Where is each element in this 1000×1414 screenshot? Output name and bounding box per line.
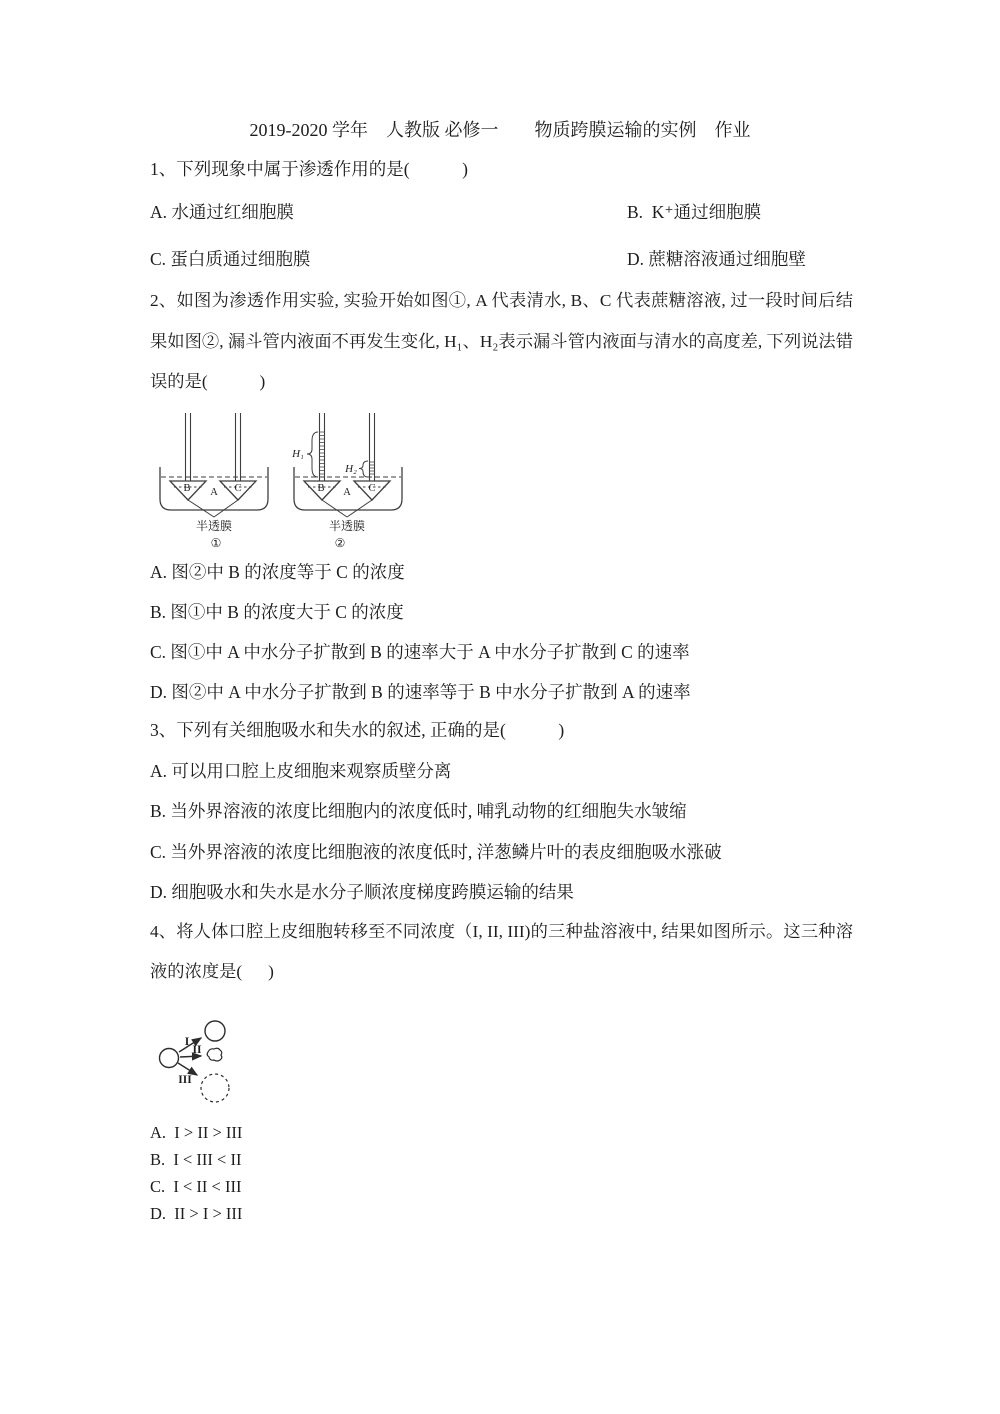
h1-label: H₁	[292, 448, 304, 460]
figure-q2-osmosis-diagram	[150, 410, 412, 552]
solution-a2-label: A	[343, 487, 351, 498]
q3-option-a: A. 可以用口腔上皮细胞来观察质壁分离	[150, 761, 452, 781]
q1-option-a: A. 水通过红细胞膜	[150, 202, 294, 222]
funnel-b1-label: B	[183, 483, 191, 494]
q1-stem: 1、下列现象中属于渗透作用的是( )	[150, 159, 468, 179]
q2-option-a: A. 图②中 B 的浓度等于 C 的浓度	[150, 562, 405, 582]
beaker-2-membrane-callout	[322, 500, 372, 517]
beaker-1-membrane-callout	[188, 500, 238, 517]
arrow-ii-label: II	[192, 1044, 202, 1056]
q4-option-c: C. I < II < III	[150, 1177, 242, 1196]
swollen-cell-iii	[201, 1074, 229, 1102]
q4-option-b: B. I < III < II	[150, 1150, 242, 1169]
funnel-b2-label: B	[317, 483, 325, 494]
figure-q4-cell-diagram	[145, 1007, 297, 1113]
q3-stem: 3、下列有关细胞吸水和失水的叙述, 正确的是( )	[150, 720, 565, 740]
beaker-1-caption: ①	[210, 536, 222, 550]
q4-option-a: A. I > II > III	[150, 1123, 243, 1142]
tube-c-liquid-hatching	[370, 462, 375, 474]
h2-label: H₂	[345, 463, 357, 475]
solution-a1-label: A	[210, 487, 218, 498]
q2-stem: 2、如图为渗透作用实验, 实验开始如图①, A 代表清水, B、C 代表蔗糖溶液, 过一段时间后结果如图②, 漏斗管内液面不再发生变化, H₁、H₂表示漏斗管内液面与清水的高度差, 下列说法错误的是( )	[150, 291, 853, 392]
q3-option-d: D. 细胞吸水和失水是水分子顺浓度梯度跨膜运输的结果	[150, 882, 574, 902]
membrane-label-2: 半透膜	[328, 519, 366, 533]
figure-2-shapes	[160, 1021, 230, 1102]
membrane-label-1: 半透膜	[195, 519, 233, 533]
arrow-iii-label: III	[178, 1074, 192, 1086]
page-title: 2019-2020 学年 人教版 必修一 物质跨膜运输的实例 作业	[249, 120, 751, 140]
q3-option-c: C. 当外界溶液的浓度比细胞液的浓度低时, 洋葱鳞片叶的表皮细胞吸水涨破	[150, 842, 722, 862]
q3-option-b: B. 当外界溶液的浓度比细胞内的浓度低时, 哺乳动物的红细胞失水皱缩	[150, 801, 687, 821]
beaker-2-caption: ②	[334, 536, 346, 550]
h1-brace	[307, 432, 318, 477]
beaker-1-group	[160, 413, 268, 517]
q2-option-d: D. 图②中 A 中水分子扩散到 B 的速率等于 B 中水分子扩散到 A 的速率	[150, 682, 691, 702]
q2-option-b: B. 图①中 B 的浓度大于 C 的浓度	[150, 602, 404, 622]
q1-option-b: B. K⁺通过细胞膜	[627, 202, 762, 222]
figure-1-labels	[183, 448, 375, 550]
q4-option-d: D. II > I > III	[150, 1204, 243, 1223]
h2-brace	[359, 461, 368, 477]
beaker-1-funnel-tubes	[186, 413, 241, 481]
shrunken-cell-ii	[207, 1048, 222, 1061]
arrow-ii	[180, 1056, 201, 1057]
figure-2-labels	[178, 1036, 202, 1086]
funnel-c2-label: C	[368, 483, 376, 494]
funnel-c1-label: C	[234, 483, 242, 494]
original-cell	[160, 1049, 179, 1068]
q2-option-c: C. 图①中 A 中水分子扩散到 B 的速率大于 A 中水分子扩散到 C 的速率	[150, 642, 690, 662]
q1-option-c: C. 蛋白质通过细胞膜	[150, 249, 311, 269]
arrow-i-label: I	[184, 1036, 190, 1048]
unchanged-cell-i	[205, 1021, 225, 1041]
q4-stem: 4、将人体口腔上皮细胞转移至不同浓度（I, II, III)的三种盐溶液中, 结果如图所示。这三种溶液的浓度是( )	[150, 922, 853, 981]
tube-b-liquid-hatching	[320, 432, 325, 474]
q1-option-d: D. 蔗糖溶液通过细胞壁	[627, 249, 806, 269]
